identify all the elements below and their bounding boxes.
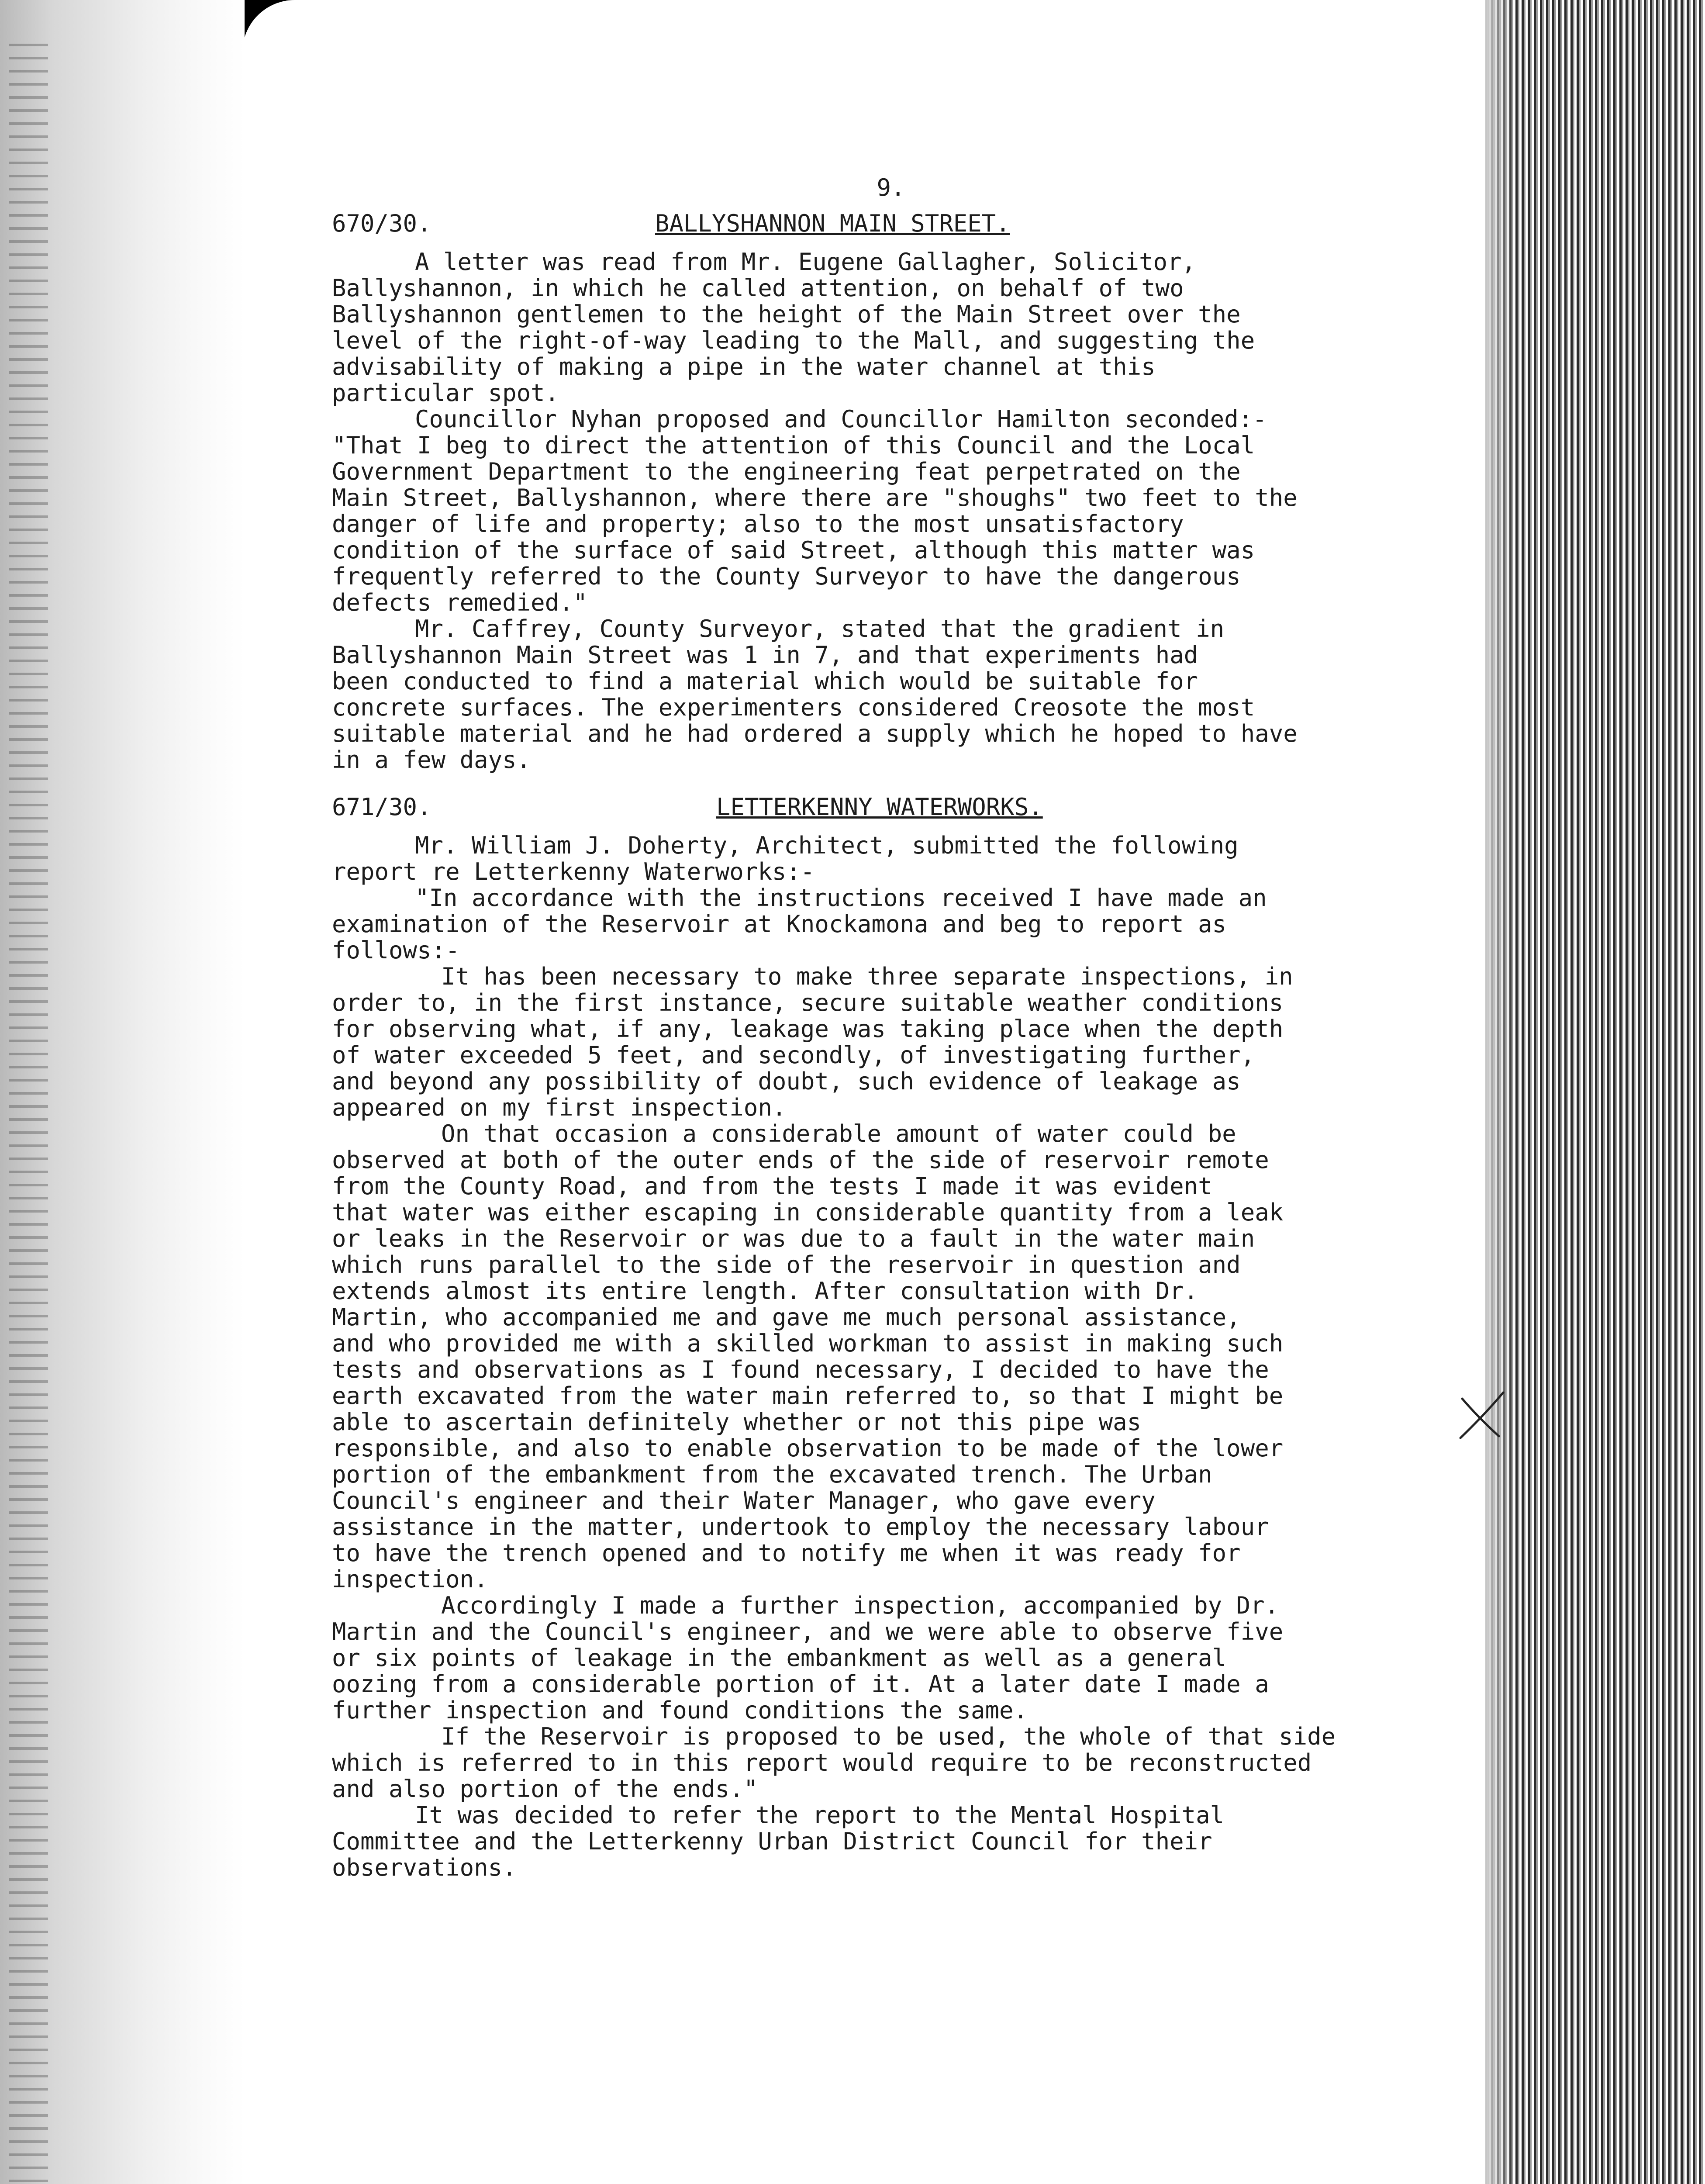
paragraph-three-inspections: It has been necessary to make three separate inspections, in order to, in the first instance, secure suitable weather conditions for observing what, if any, leakage was taking place when the depth of water exceeded 5 feet, and secondly, of investigating further, and beyond any possibility of doubt, such evidence of leakage as appeared on my first inspection.	[332, 963, 1293, 1121]
page-number: 9.	[877, 174, 905, 201]
paragraph-decision: It was decided to refer the report to the Mental Hospital Committee and the Letterkenny Urban District Council for their observations.	[332, 1801, 1225, 1881]
book-binding-gutter	[0, 0, 245, 2184]
paragraph-surveyor-statement: Mr. Caffrey, County Surveyor, stated that the gradient in Ballyshannon Main Street was 1 in 7, and that experiments had been conducted to find a material which would be suitable for concrete surfaces. The experimenters considered Creosote the most suitable material and he had ordered a supply which he hoped to have in a few days.	[332, 615, 1298, 774]
section-title: BALLYSHANNON MAIN STREET.	[655, 210, 1010, 237]
stacked-page-edges	[1485, 0, 1705, 2184]
paragraph-further-inspection: Accordingly I made a further inspection, accompanied by Dr. Martin and the Council's engineer, and we were able to observe five or six points of leakage in the embankment as well as a general oozing from a considerable portion of it. At a later date I made a further inspection and found conditions the same.	[332, 1592, 1284, 1724]
paragraph-report-opening: "In accordance with the instructions received I have made an examination of the Reservoir at Knockamona and beg to report as follows:-	[332, 884, 1267, 964]
section-heading-letterkenny	[332, 794, 1450, 833]
page-text-body	[332, 175, 1450, 1881]
binding-texture	[9, 44, 48, 2184]
minute-reference: 671/30.	[332, 793, 431, 821]
paragraph-nyhan-motion: Councillor Nyhan proposed and Councillor Hamilton seconded:- "That I beg to direct the attention of this Council and the Local Government Department to the engineering feat perpetrated on the Main Street, Ballyshannon, where there are "shoughs" two feet to the danger of life and property; also to the most unsatisfactory condition of the surface of said Street, although this matter was frequently referred to the County Surveyor to have the dangerous defects remedied."	[332, 405, 1298, 616]
paragraph-first-occasion: On that occasion a considerable amount of water could be observed at both of the outer ends of the side of reservoir remote from the County Road, and from the tests I made it was evident that water was either escaping in considerable quantity from a leak or leaks in the Reservoir or was due to a fault in the water main which runs parallel to the side of the reservoir in question and extends almost its entire length. After consultation with Dr. Martin, who accompanied me and gave me much personal assistance, and who provided me with a skilled workman to assist in making such tests and observations as I found necessary, I decided to have the earth excavated from the water main referred to, so that I might be able to ascertain definitely whether or not this pipe was responsible, and also to enable observation to be made of the lower portion of the embankment from the excavated trench. The Urban Council's engineer and their Water Manager, who gave every assistance in the matter, undertook to employ the necessary labour to have the trench opened and to notify me when it was ready for inspection.	[332, 1120, 1284, 1593]
section-heading-ballyshannon	[332, 211, 1450, 249]
paragraph-letter-gallagher: A letter was read from Mr. Eugene Gallagher, Solicitor, Ballyshannon, in which he called attention, on behalf of two Ballyshannon gentlemen to the height of the Main Street over the level of the right-of-way leading to the Mall, and suggesting the advisability of making a pipe in the water channel at this particular spot.	[332, 248, 1255, 407]
handwritten-cross-mark	[1454, 1389, 1507, 1441]
page-edge-shadow	[1485, 0, 1515, 2184]
minute-reference: 670/30.	[332, 210, 431, 237]
paragraph-doherty-report-intro: Mr. William J. Doherty, Architect, submitted the following report re Letterkenny Waterworks:-	[332, 832, 1239, 885]
paragraph-reconstruction: If the Reservoir is proposed to be used, the whole of that side which is referred to in this report would require to be reconstructed and also portion of the ends."	[332, 1723, 1336, 1803]
section-spacer	[332, 773, 1450, 794]
section-title: LETTERKENNY WATERWORKS.	[716, 793, 1043, 821]
